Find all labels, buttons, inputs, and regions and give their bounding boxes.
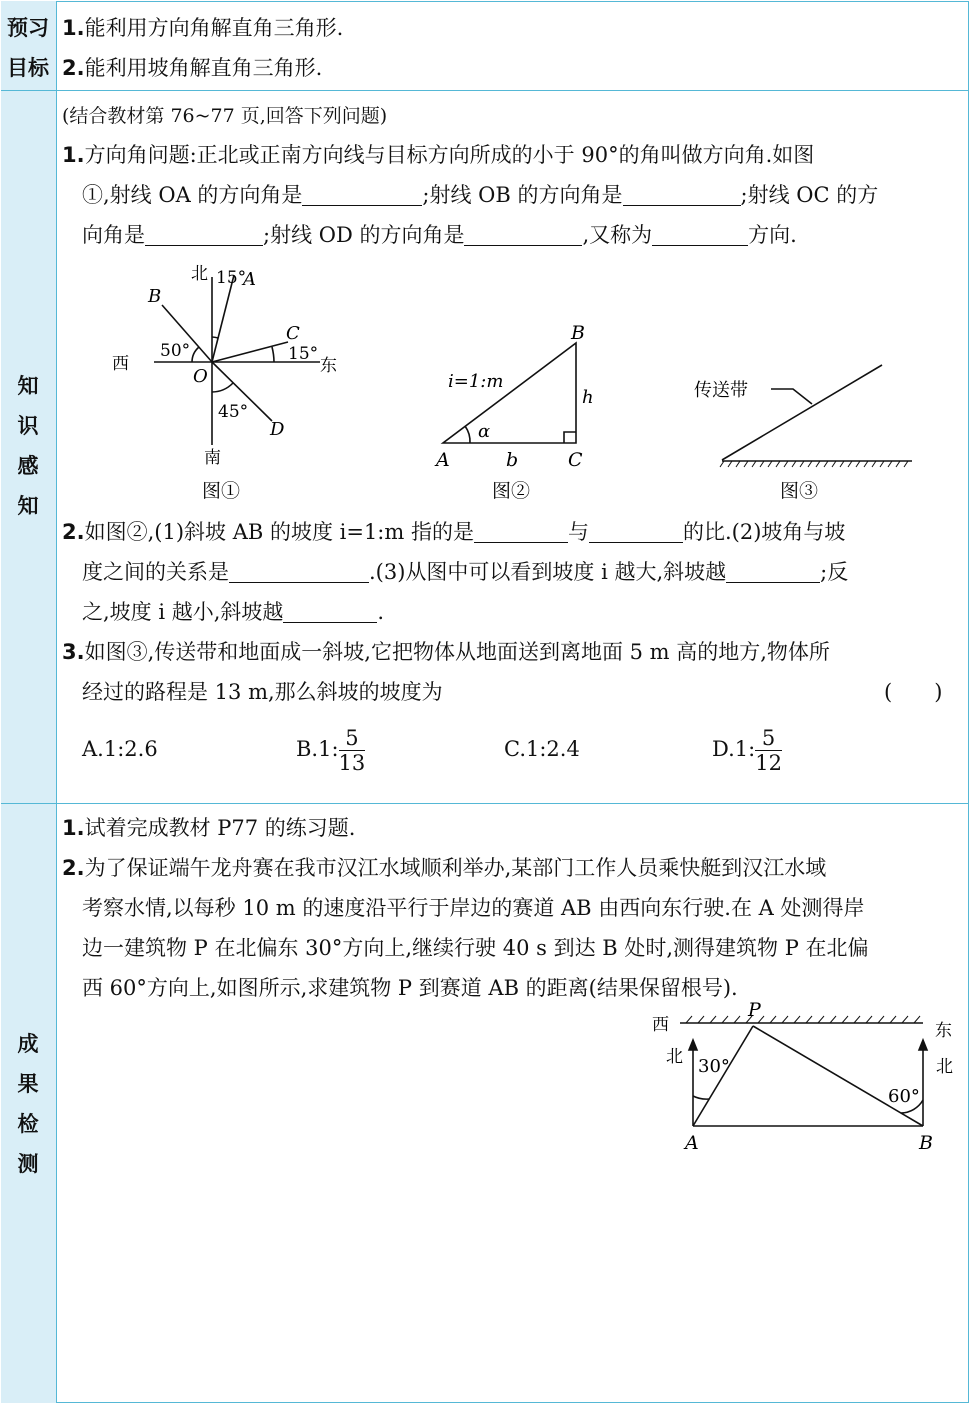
q1-text: 向角是 xyxy=(82,223,145,247)
bank-hatching xyxy=(686,1016,920,1023)
q3-text: 如图③,传送带和地面成一斜坡,它把物体从地面送到离地面 5 m 高的地方,物体所 xyxy=(84,640,830,664)
right-angle-mark xyxy=(564,432,576,443)
goal-number: 1. xyxy=(62,16,85,40)
fig2-caption: 图② xyxy=(492,480,531,502)
fig2-point-b: B xyxy=(571,322,585,344)
option-c[interactable]: C.1:2.4 xyxy=(504,737,580,761)
goals-label-line: 目标 xyxy=(7,56,49,80)
q3-line xyxy=(62,632,830,672)
q2-text: 的比.(2)坡角与坡 xyxy=(682,520,846,544)
option-a[interactable]: A.1:2.6 xyxy=(82,737,158,761)
angle-arc xyxy=(192,347,199,362)
row-divider xyxy=(1,90,969,91)
check-figure xyxy=(640,998,970,1158)
fig1-north-label: 北 xyxy=(191,264,208,284)
fig1-point-d: D xyxy=(270,419,285,440)
check-q2-number: 2. xyxy=(62,856,85,880)
check-label-char: 果 xyxy=(17,1072,39,1096)
arrow-head xyxy=(689,1040,697,1050)
fig1-point-b: B xyxy=(148,286,162,307)
option-b-prefix: B.1: xyxy=(296,737,339,761)
answer-blank[interactable] xyxy=(464,219,582,246)
goal-number: 2. xyxy=(62,56,85,80)
q2-text: 与 xyxy=(567,520,589,544)
q2-text: 之,坡度 i 越小,斜坡越 xyxy=(82,600,284,624)
check-q2-line xyxy=(62,848,826,888)
answer-blank[interactable] xyxy=(145,219,263,246)
goal-item xyxy=(62,8,343,48)
q1-text: ;射线 OB 的方向角是 xyxy=(422,183,623,207)
fraction-numerator: 5 xyxy=(755,726,782,751)
q1-line xyxy=(82,215,797,255)
check-west-label: 西 xyxy=(652,1015,669,1035)
fig2-point-a: A xyxy=(436,449,450,471)
angle-arc xyxy=(212,383,233,392)
option-d-fraction xyxy=(755,726,782,775)
q2-text: . xyxy=(377,600,385,624)
fig1-south-label: 南 xyxy=(204,448,221,468)
fig1-angle-c: 15° xyxy=(288,344,319,364)
option-b-fraction xyxy=(339,726,366,775)
check-point-a: A xyxy=(685,1132,699,1154)
fig2-height-label: h xyxy=(582,387,594,408)
ray-oc xyxy=(212,342,288,362)
fig1-angle-a: 15° xyxy=(216,268,247,288)
knowledge-figures xyxy=(60,255,960,505)
check-point-p: P xyxy=(748,999,761,1021)
check-angle-b: 60° xyxy=(888,1086,920,1107)
q1-text: 方向角问题:正北或正南方向线与目标方向所成的小于 90°的角叫做方向角.如图 xyxy=(84,143,815,167)
check-label-char: 成 xyxy=(17,1032,39,1056)
q1-text: ,又称为 xyxy=(582,223,653,247)
angle-arc xyxy=(212,337,218,338)
ground-hatching xyxy=(720,461,908,467)
fig1-west-label: 西 xyxy=(112,354,129,374)
q2-line xyxy=(82,592,384,632)
line-bp xyxy=(753,1026,923,1126)
q2-text: 度之间的关系是 xyxy=(82,560,229,584)
q1-line xyxy=(62,135,814,175)
q1-text: ①,射线 OA 的方向角是 xyxy=(82,183,303,207)
ray-oa xyxy=(212,275,234,362)
check-angle-a: 30° xyxy=(698,1056,730,1077)
check-q2-text: 西 60°方向上,如图所示,求建筑物 P 到赛道 AB 的距离(结果保留根号). xyxy=(82,976,738,1000)
q2-text: .(3)从图中可以看到坡度 i 越大,斜坡越 xyxy=(369,560,727,584)
knowledge-label-char: 知 xyxy=(17,494,39,518)
check-q1-text: 试着完成教材 P77 的练习题. xyxy=(84,816,356,840)
fig3-conveyor-label: 传送带 xyxy=(694,380,748,401)
option-d-prefix: D.1: xyxy=(712,737,756,761)
fig2-slope-label: i=1:m xyxy=(448,371,504,392)
goal-text: 能利用方向角解直角三角形. xyxy=(84,16,344,40)
row-divider xyxy=(1,803,969,804)
fig3-caption: 图③ xyxy=(780,480,819,502)
q2-text: ;反 xyxy=(820,560,849,584)
check-q1 xyxy=(62,808,355,848)
answer-blank[interactable] xyxy=(474,516,568,543)
fraction-denominator: 12 xyxy=(755,751,782,775)
check-label-char: 检 xyxy=(17,1112,39,1136)
fig1-point-c: C xyxy=(286,323,300,344)
q1-number: 1. xyxy=(62,143,85,167)
fig2-point-c: C xyxy=(568,449,583,471)
check-label-char: 测 xyxy=(17,1152,39,1176)
knowledge-intro: (结合教材第 76~77 页,回答下列问题) xyxy=(62,105,388,127)
figure-3-conveyor xyxy=(720,365,912,467)
check-q1-number: 1. xyxy=(62,816,85,840)
alpha-arc xyxy=(465,426,470,443)
check-q2-text: 边一建筑物 P 在北偏东 30°方向上,继续行驶 40 s 到达 B 处时,测得建筑物 P 在北偏 xyxy=(82,936,869,960)
answer-blank[interactable] xyxy=(726,556,820,583)
knowledge-label-char: 识 xyxy=(17,414,39,438)
answer-blank[interactable] xyxy=(302,179,422,206)
answer-blank[interactable] xyxy=(283,596,377,623)
fig2-base-label: b xyxy=(506,449,519,471)
arrow-head xyxy=(919,1040,927,1050)
fig2-alpha-label: α xyxy=(478,421,491,442)
q3-answer-paren[interactable]: ( ) xyxy=(884,680,943,704)
fig1-caption: 图① xyxy=(202,480,241,502)
fig1-angle-d: 45° xyxy=(218,402,249,422)
q2-text: 如图②,(1)斜坡 AB 的坡度 i=1:m 指的是 xyxy=(84,520,474,544)
check-north-a: 北 xyxy=(666,1047,683,1067)
knowledge-label-char: 知 xyxy=(17,374,39,398)
q2-line xyxy=(82,552,848,592)
check-point-b: B xyxy=(919,1132,933,1154)
fig1-point-a: A xyxy=(243,269,256,290)
q1-text: ;射线 OD 的方向角是 xyxy=(263,223,465,247)
check-q2-text: 考察水情,以每秒 10 m 的速度沿平行于岸边的赛道 AB 由西向东行驶.在 A 处测得岸 xyxy=(82,896,865,920)
q1-text: ;射线 OC 的方 xyxy=(740,183,879,207)
answer-blank[interactable] xyxy=(652,219,748,246)
q2-line xyxy=(62,512,845,552)
figure-2-slope-triangle xyxy=(443,343,576,443)
fig1-origin: O xyxy=(193,366,208,387)
fraction-numerator: 5 xyxy=(339,726,366,751)
option-d[interactable] xyxy=(712,722,782,776)
goal-text: 能利用坡角解直角三角形. xyxy=(84,56,323,80)
triangle-abc xyxy=(443,343,576,443)
check-q2-text: 为了保证端午龙舟赛在我市汉江水域顺利举办,某部门工作人员乘快艇到汉江水域 xyxy=(84,856,827,880)
option-b[interactable] xyxy=(296,722,365,776)
q1-line xyxy=(82,175,878,215)
angle-arc xyxy=(272,347,274,362)
angle-arc-a xyxy=(693,1096,709,1099)
conveyor-pointer xyxy=(771,389,812,404)
q3-text: 经过的路程是 13 m,那么斜坡的坡度为 xyxy=(82,680,443,704)
check-east-label: 东 xyxy=(935,1021,952,1041)
answer-blank[interactable] xyxy=(229,556,369,583)
answer-blank[interactable] xyxy=(623,179,741,206)
goals-label-line: 预习 xyxy=(7,16,49,40)
q1-text: 方向. xyxy=(748,223,797,247)
fig1-east-label: 东 xyxy=(320,356,337,376)
q3-number: 3. xyxy=(62,640,85,664)
answer-blank[interactable] xyxy=(589,516,683,543)
check-north-b: 北 xyxy=(936,1057,953,1077)
fraction-denominator: 13 xyxy=(338,751,366,775)
goal-item xyxy=(62,48,322,88)
fig1-angle-b: 50° xyxy=(160,341,191,361)
knowledge-label-char: 感 xyxy=(17,454,39,478)
q2-number: 2. xyxy=(62,520,85,544)
